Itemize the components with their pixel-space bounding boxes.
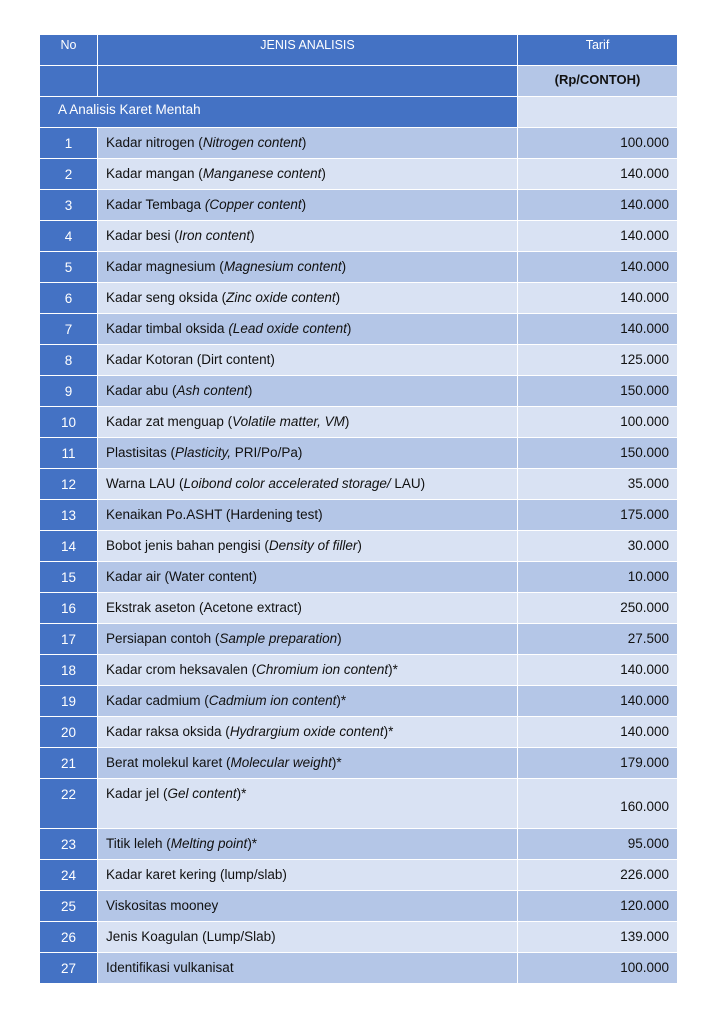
analysis-name (97, 686, 517, 716)
row-number: 14 (40, 531, 97, 561)
analysis-name-suffix: LAU) (390, 476, 426, 491)
row-number: 11 (40, 438, 97, 468)
table-row (40, 531, 677, 562)
table-row (40, 128, 677, 159)
row-number: 10 (40, 407, 97, 437)
analysis-name-english: Manganese content (202, 166, 322, 181)
tariff-price: 139.000 (517, 922, 677, 952)
analysis-name-text: Kadar cadmium ( (106, 693, 209, 708)
table-row (40, 891, 677, 922)
table-row (40, 779, 677, 829)
tariff-price: 226.000 (517, 860, 677, 890)
analysis-name-text: Viskositas mooney (106, 898, 219, 913)
tariff-price: 95.000 (517, 829, 677, 859)
analysis-name-english: Plasticity, (175, 445, 232, 460)
tariff-price: 140.000 (517, 190, 677, 220)
table-row (40, 314, 677, 345)
analysis-name-suffix: ) (341, 259, 347, 274)
row-number: 25 (40, 891, 97, 921)
tariff-price: 150.000 (517, 376, 677, 406)
analysis-name-english: Sample preparation (219, 631, 338, 646)
analysis-name-english: Molecular weight (230, 755, 332, 770)
analysis-name-english: Gel content (167, 786, 237, 801)
analysis-name (97, 953, 517, 983)
tariff-price: 160.000 (517, 779, 677, 828)
analysis-name (97, 717, 517, 747)
row-number: 13 (40, 500, 97, 530)
table-row (40, 252, 677, 283)
row-number: 7 (40, 314, 97, 344)
analysis-name (97, 159, 517, 189)
table-row (40, 829, 677, 860)
analysis-name-text: Warna LAU ( (106, 476, 184, 491)
table-row (40, 283, 677, 314)
tariff-price: 35.000 (517, 469, 677, 499)
analysis-name-suffix: ) (301, 135, 307, 150)
analysis-name-suffix: )* (336, 693, 347, 708)
tariff-price: 27.500 (517, 624, 677, 654)
tariff-price: 30.000 (517, 531, 677, 561)
header-no: No (40, 35, 97, 65)
analysis-name-suffix: ) (344, 414, 350, 429)
tariff-price: 140.000 (517, 314, 677, 344)
analysis-name-suffix: )* (247, 836, 258, 851)
analysis-name-suffix: ) (337, 631, 342, 646)
analysis-name (97, 345, 517, 375)
table-header-row (40, 35, 677, 66)
analysis-name-english: Nitrogen content (202, 135, 302, 150)
analysis-name-english: Magnesium content (223, 259, 342, 274)
analysis-name (97, 469, 517, 499)
tariff-price: 140.000 (517, 686, 677, 716)
analysis-name-text: Kenaikan Po.ASHT (Hardening test) (106, 507, 323, 522)
table-row (40, 860, 677, 891)
tariff-price: 140.000 (517, 221, 677, 251)
table-row (40, 593, 677, 624)
tariff-price: 140.000 (517, 717, 677, 747)
row-number: 27 (40, 953, 97, 983)
analysis-name-suffix: ) (321, 166, 326, 181)
analysis-name-text: Kadar raksa oksida ( (106, 724, 230, 739)
table-body (40, 128, 677, 984)
header-jenis-analisis: JENIS ANALISIS (97, 35, 517, 65)
row-number: 8 (40, 345, 97, 375)
analysis-name-suffix: ) (346, 321, 352, 336)
table-row (40, 562, 677, 593)
table-row (40, 407, 677, 438)
analysis-name-english: Loibond color accelerated storage/ (183, 476, 391, 491)
tariff-price: 140.000 (517, 252, 677, 282)
analysis-name-text: Kadar timbal oksida (106, 321, 229, 336)
analysis-name-english: Density of filler (268, 538, 358, 553)
analysis-name (97, 128, 517, 158)
analysis-name-english: Volatile matter, VM (232, 414, 345, 429)
analysis-name-text: Berat molekul karet ( (106, 755, 231, 770)
analysis-name-text: Kadar abu ( (106, 383, 177, 398)
header-jenis-blank (97, 66, 517, 96)
header-unit: (Rp/CONTOH) (517, 66, 677, 96)
table-row (40, 624, 677, 655)
tariff-price: 100.000 (517, 128, 677, 158)
analysis-name-suffix: )* (388, 662, 398, 677)
analysis-name-text: Kadar jel ( (106, 786, 168, 801)
analysis-name (97, 407, 517, 437)
tariff-price: 125.000 (517, 345, 677, 375)
analysis-name-english: Zinc oxide content (226, 290, 336, 305)
analysis-name-text: Kadar besi ( (106, 228, 179, 243)
tariff-price: 150.000 (517, 438, 677, 468)
analysis-name-english: Cadmium ion content (208, 693, 337, 708)
table-row (40, 190, 677, 221)
analysis-name-text: Persiapan contoh ( (106, 631, 220, 646)
analysis-name (97, 655, 517, 685)
section-price-blank (517, 97, 677, 127)
analysis-name-english: Hydrargium oxide content (229, 724, 384, 739)
table-row (40, 469, 677, 500)
analysis-name-suffix: ) (357, 538, 362, 553)
table-row (40, 438, 677, 469)
table-row (40, 221, 677, 252)
section-row (40, 97, 677, 128)
analysis-name-suffix: )* (236, 786, 247, 801)
analysis-name (97, 438, 517, 468)
row-number: 15 (40, 562, 97, 592)
analysis-name-suffix: ) (335, 290, 341, 305)
analysis-name-suffix: ) (247, 383, 253, 398)
tariff-table (40, 35, 677, 984)
tariff-price: 140.000 (517, 159, 677, 189)
tariff-price: 250.000 (517, 593, 677, 623)
analysis-name-text: Ekstrak aseton (Acetone extract) (106, 600, 302, 615)
analysis-name (97, 624, 517, 654)
analysis-name-english: Chromium ion content (256, 662, 389, 677)
table-row (40, 748, 677, 779)
section-label: A Analisis Karet Mentah (40, 97, 517, 127)
analysis-name-text: Kadar seng oksida ( (106, 290, 227, 305)
table-row (40, 717, 677, 748)
analysis-name-text: Titik leleh ( (106, 836, 171, 851)
analysis-name (97, 779, 517, 828)
row-number: 9 (40, 376, 97, 406)
table-row (40, 655, 677, 686)
analysis-name-text: Jenis Koagulan (Lump/Slab) (106, 929, 276, 944)
analysis-name (97, 593, 517, 623)
header-no-blank (40, 66, 97, 96)
row-number: 20 (40, 717, 97, 747)
table-row (40, 345, 677, 376)
analysis-name-text: Kadar mangan ( (106, 166, 203, 181)
table-row (40, 376, 677, 407)
analysis-name (97, 829, 517, 859)
analysis-name-text: Kadar Kotoran (Dirt content) (106, 352, 275, 367)
analysis-name (97, 500, 517, 530)
analysis-name-english: (Copper content (204, 197, 302, 212)
analysis-name (97, 221, 517, 251)
tariff-price: 140.000 (517, 283, 677, 313)
analysis-name-text: Kadar Tembaga (106, 197, 205, 212)
header-tarif: Tarif (517, 35, 677, 65)
row-number: 17 (40, 624, 97, 654)
analysis-name (97, 190, 517, 220)
analysis-name (97, 283, 517, 313)
table-subheader-row (40, 66, 677, 97)
analysis-name-text: Identifikasi vulkanisat (106, 960, 234, 975)
row-number: 3 (40, 190, 97, 220)
row-number: 6 (40, 283, 97, 313)
analysis-name (97, 376, 517, 406)
row-number: 23 (40, 829, 97, 859)
row-number: 21 (40, 748, 97, 778)
analysis-name (97, 922, 517, 952)
analysis-name-text: Kadar zat menguap ( (106, 414, 233, 429)
analysis-name-suffix: ) (250, 228, 255, 243)
analysis-name (97, 531, 517, 561)
analysis-name-english: Melting point (170, 836, 248, 851)
analysis-name (97, 562, 517, 592)
analysis-name (97, 314, 517, 344)
tariff-price: 100.000 (517, 953, 677, 983)
table-row (40, 953, 677, 984)
row-number: 2 (40, 159, 97, 189)
row-number: 12 (40, 469, 97, 499)
row-number: 26 (40, 922, 97, 952)
row-number: 22 (40, 779, 97, 828)
analysis-name-suffix: )* (331, 755, 342, 770)
analysis-name-english: Ash content (176, 383, 248, 398)
analysis-name-text: Kadar magnesium ( (106, 259, 224, 274)
row-number: 16 (40, 593, 97, 623)
row-number: 24 (40, 860, 97, 890)
analysis-name (97, 748, 517, 778)
table-row (40, 159, 677, 190)
analysis-name-suffix: )* (383, 724, 394, 739)
table-row (40, 686, 677, 717)
row-number: 4 (40, 221, 97, 251)
analysis-name (97, 252, 517, 282)
analysis-name (97, 860, 517, 890)
tariff-price: 120.000 (517, 891, 677, 921)
analysis-name-text: Plastisitas ( (106, 445, 176, 460)
analysis-name-english: Iron content (178, 228, 251, 243)
tariff-price: 100.000 (517, 407, 677, 437)
tariff-price: 10.000 (517, 562, 677, 592)
analysis-name-text: Kadar nitrogen ( (106, 135, 203, 150)
row-number: 19 (40, 686, 97, 716)
analysis-name-suffix: PRI/Po/Pa) (231, 445, 303, 460)
analysis-name-text: Kadar air (Water content) (106, 569, 258, 584)
row-number: 1 (40, 128, 97, 158)
tariff-price: 179.000 (517, 748, 677, 778)
table-row (40, 500, 677, 531)
tariff-price: 175.000 (517, 500, 677, 530)
analysis-name-text: Kadar crom heksavalen ( (106, 662, 257, 677)
analysis-name-text: Kadar karet kering (lump/slab) (106, 867, 287, 882)
row-number: 18 (40, 655, 97, 685)
analysis-name (97, 891, 517, 921)
analysis-name-text: Bobot jenis bahan pengisi ( (106, 538, 269, 553)
tariff-price: 140.000 (517, 655, 677, 685)
analysis-name-suffix: ) (301, 197, 307, 212)
analysis-name-english: (Lead oxide content (228, 321, 347, 336)
table-row (40, 922, 677, 953)
row-number: 5 (40, 252, 97, 282)
